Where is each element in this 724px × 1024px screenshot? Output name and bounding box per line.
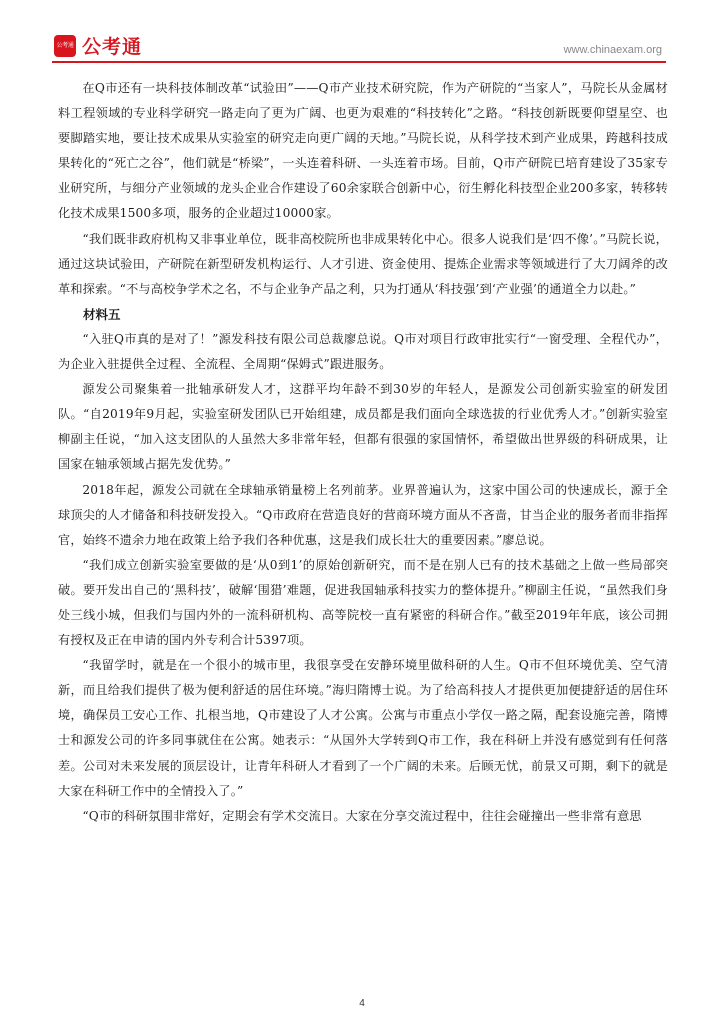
paragraph: “我们成立创新实验室要做的是‘从0到1’的原始创新研究，而不是在别人已有的技术基础之上做一些局部突破。要开发出自己的‘黑科技’，破解‘围猎’难题，促进我国轴承科技实力的整体提升。”柳副主任说，“虽然我们身处三线小城，但我们与国内外的一流科研机构、高等院校一直有紧密的科研合作。”截至2019年年底，该公司拥有授权及正在申请的国内外专利合计5397项。 [58, 557, 668, 648]
logo-text: 公考通 [82, 36, 143, 58]
site-logo[interactable] [54, 32, 142, 59]
paragraph: 源发公司聚集着一批轴承研发人才，这群平均年龄不到30岁的年轻人，是源发公司创新实验室的研发团队。“自2019年9月起，实验室研发团队已开始组建，成员都是我们面向全球选拔的行业优秀人才。”创新实验室柳副主任说，“加入这支团队的人虽然大多非常年轻，但都有很强的家国情怀，希望做出世界级的科研成果，让国家在轴承领域占据先发优势。” [58, 382, 668, 472]
logo-badge-icon: 公考通 [54, 35, 76, 57]
page-header [52, 22, 666, 62]
paragraph: “我留学时，就是在一个很小的城市里，我很享受在安静环境里做科研的人生。Q市不但环境优美、空气清新，而且给我们提供了极为便利舒适的居住环境。”海归隋博士说。为了给高科技人才提供更加便捷舒适的居住环境，确保员工安心工作、扎根当地，Q市建设了人才公寓。公寓与市重点小学仅一路之隔，配套设施完善，隋博士和源发公司的许多同事就住在公寓。她表示：“从国外大学转到Q市工作，我在科研上并没有感觉到有任何落差。公司对未来发展的顶层设计，让青年科研人才看到了一个广阔的未来。后顾无忧，前景又可期，剩下的就是大家在科研工作中的全情投入了。” [58, 658, 668, 798]
paragraph: 在Q市还有一块科技体制改革“试验田”——Q市产业技术研究院，作为产研院的“当家人”，马院长从金属材料工程领域的专业科学研究一路走向了更为广阔、也更为艰难的“科技转化”之路。“科技创新既要仰望星空、也要脚踏实地，要让技术成果从实验室的研究走向更广阔的天地。”马院长说，从科学技术到产业成果，跨越科技成果转化的“死亡之谷”，他们就是“桥梁”，一头连着科研、一头连着市场。目前，Q市产研院已培育建设了35家专业研究所，与细分产业领域的龙头企业合作建设了60余家联合创新中心，衍生孵化科技型企业200多家，转移转化技术成果1500多项，服务的企业超过10000家。 [58, 81, 668, 221]
document-body [58, 76, 668, 829]
header-divider [52, 61, 666, 63]
paragraph: “入驻Q市真的是对了！”源发科技有限公司总裁廖总说。Q市对项目行政审批实行“一窗受理、全程代办”，为企业入驻提供全过程、全流程、全周期“保姆式”跟进服务。 [58, 331, 668, 372]
paragraph: “Q市的科研氛围非常好，定期会有学术交流日。大家在分享交流过程中，往往会碰撞出一些非常有意思 [82, 808, 642, 823]
page-number: 4 [359, 998, 365, 1009]
site-url[interactable]: www.chinaexam.org [563, 44, 662, 56]
paragraph: 2018年起，源发公司就在全球轴承销量榜上名列前茅。业界普遍认为，这家中国公司的快速成长，源于全球顶尖的人才储备和科技研发投入。“Q市政府在营造良好的营商环境方面从不吝啬，甘当企业的服务者而非指挥官，始终不遗余力地在政策上给予我们各种优惠，这是我们成长壮大的重要因素。”廖总说。 [58, 482, 668, 547]
section-title: 材料五 [83, 306, 121, 322]
paragraph: “我们既非政府机构又非事业单位，既非高校院所也非成果转化中心。很多人说我们是‘四不像’。”马院长说，通过这块试验田，产研院在新型研发机构运行、人才引进、资金使用、提炼企业需求等领域进行了大刀阔斧的改革和探索。“不与高校争学术之名，不与企业争产品之利，只为打通从‘科技强’到‘产业强’的通道全力以赴。” [58, 231, 668, 296]
